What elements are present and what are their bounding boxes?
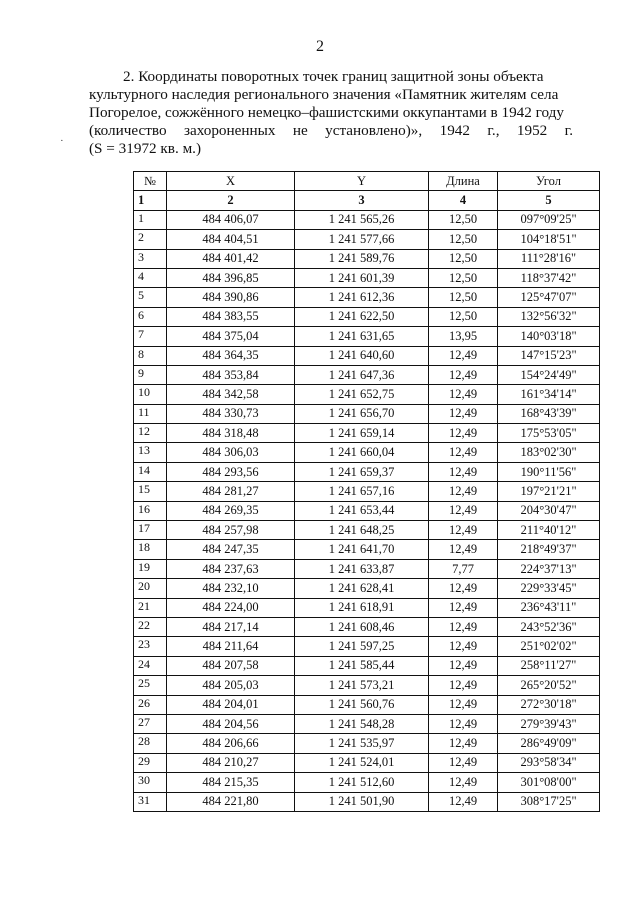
x-coordinate: 484 247,35	[167, 540, 295, 559]
y-coordinate: 1 241 652,75	[295, 385, 429, 404]
point-number: 17	[134, 521, 167, 540]
point-number: 6	[134, 307, 167, 326]
segment-length: 12,50	[429, 307, 498, 326]
segment-length: 12,49	[429, 579, 498, 598]
y-coordinate: 1 241 565,26	[295, 210, 429, 229]
column-index: 1	[134, 191, 167, 210]
y-coordinate: 1 241 573,21	[295, 676, 429, 695]
y-coordinate: 1 241 640,60	[295, 346, 429, 365]
y-coordinate: 1 241 501,90	[295, 792, 429, 811]
point-number: 12	[134, 424, 167, 443]
x-coordinate: 484 401,42	[167, 249, 295, 268]
heading-line-5: (S = 31972 кв. м.)	[89, 140, 202, 157]
y-coordinate: 1 241 589,76	[295, 249, 429, 268]
margin-mark: ·	[60, 135, 64, 147]
x-coordinate: 484 318,48	[167, 424, 295, 443]
header-y: Y	[295, 172, 429, 191]
y-coordinate: 1 241 601,39	[295, 268, 429, 287]
y-coordinate: 1 241 653,44	[295, 501, 429, 520]
direction-angle: 161°34'14"	[498, 385, 600, 404]
direction-angle: 265°20'52"	[498, 676, 600, 695]
x-coordinate: 484 353,84	[167, 365, 295, 384]
direction-angle: 286°49'09"	[498, 734, 600, 753]
direction-angle: 104°18'51"	[498, 230, 600, 249]
point-number: 14	[134, 462, 167, 481]
y-coordinate: 1 241 647,36	[295, 365, 429, 384]
segment-length: 12,49	[429, 346, 498, 365]
y-coordinate: 1 241 548,28	[295, 714, 429, 733]
table-row	[134, 714, 600, 733]
x-coordinate: 484 210,27	[167, 753, 295, 772]
y-coordinate: 1 241 512,60	[295, 773, 429, 792]
x-coordinate: 484 404,51	[167, 230, 295, 249]
segment-length: 13,95	[429, 327, 498, 346]
point-number: 19	[134, 559, 167, 578]
x-coordinate: 484 406,07	[167, 210, 295, 229]
point-number: 26	[134, 695, 167, 714]
x-coordinate: 484 342,58	[167, 385, 295, 404]
x-coordinate: 484 237,63	[167, 559, 295, 578]
point-number: 10	[134, 385, 167, 404]
point-number: 4	[134, 268, 167, 287]
segment-length: 12,49	[429, 695, 498, 714]
point-number: 25	[134, 676, 167, 695]
x-coordinate: 484 217,14	[167, 617, 295, 636]
x-coordinate: 484 375,04	[167, 327, 295, 346]
segment-length: 12,49	[429, 482, 498, 501]
column-index: 5	[498, 191, 600, 210]
table-body	[134, 210, 600, 811]
segment-length: 12,49	[429, 773, 498, 792]
point-number: 22	[134, 617, 167, 636]
table-row	[134, 365, 600, 384]
x-coordinate: 484 211,64	[167, 637, 295, 656]
column-index-row	[134, 191, 600, 210]
segment-length: 12,49	[429, 637, 498, 656]
point-number: 5	[134, 288, 167, 307]
heading-line-4: (количество захороненных не установлено)», 1942 г., 1952 г.	[89, 122, 573, 139]
direction-angle: 140°03'18"	[498, 327, 600, 346]
x-coordinate: 484 364,35	[167, 346, 295, 365]
x-coordinate: 484 232,10	[167, 579, 295, 598]
point-number: 2	[134, 230, 167, 249]
table-row	[134, 598, 600, 617]
point-number: 7	[134, 327, 167, 346]
y-coordinate: 1 241 618,91	[295, 598, 429, 617]
direction-angle: 211°40'12"	[498, 521, 600, 540]
table-row	[134, 521, 600, 540]
point-number: 18	[134, 540, 167, 559]
table-row	[134, 443, 600, 462]
direction-angle: 251°02'02"	[498, 637, 600, 656]
x-coordinate: 484 306,03	[167, 443, 295, 462]
y-coordinate: 1 241 608,46	[295, 617, 429, 636]
direction-angle: 168°43'39"	[498, 404, 600, 423]
table-row	[134, 695, 600, 714]
coordinates-table	[133, 171, 600, 812]
point-number: 28	[134, 734, 167, 753]
table-row	[134, 676, 600, 695]
segment-length: 12,49	[429, 734, 498, 753]
segment-length: 12,49	[429, 385, 498, 404]
y-coordinate: 1 241 660,04	[295, 443, 429, 462]
header-length: Длина	[429, 172, 498, 191]
segment-length: 12,50	[429, 210, 498, 229]
x-coordinate: 484 293,56	[167, 462, 295, 481]
y-coordinate: 1 241 633,87	[295, 559, 429, 578]
x-coordinate: 484 257,98	[167, 521, 295, 540]
table-row	[134, 210, 600, 229]
table-row	[134, 753, 600, 772]
section-heading	[89, 68, 573, 158]
table-row	[134, 540, 600, 559]
table-row	[134, 559, 600, 578]
direction-angle: 183°02'30"	[498, 443, 600, 462]
header-angle: Угол	[498, 172, 600, 191]
header-x: X	[167, 172, 295, 191]
segment-length: 12,49	[429, 462, 498, 481]
table-row	[134, 482, 600, 501]
segment-length: 12,49	[429, 424, 498, 443]
table-row	[134, 734, 600, 753]
x-coordinate: 484 330,73	[167, 404, 295, 423]
direction-angle: 218°49'37"	[498, 540, 600, 559]
table-row	[134, 637, 600, 656]
segment-length: 12,49	[429, 404, 498, 423]
x-coordinate: 484 205,03	[167, 676, 295, 695]
table-row	[134, 424, 600, 443]
direction-angle: 204°30'47"	[498, 501, 600, 520]
segment-length: 12,49	[429, 792, 498, 811]
y-coordinate: 1 241 657,16	[295, 482, 429, 501]
x-coordinate: 484 204,56	[167, 714, 295, 733]
y-coordinate: 1 241 659,14	[295, 424, 429, 443]
heading-line-3: Погорелое, сожжённого немецко–фашистскими оккупантами в 1942 году	[89, 104, 564, 121]
segment-length: 12,50	[429, 249, 498, 268]
x-coordinate: 484 204,01	[167, 695, 295, 714]
column-index: 3	[295, 191, 429, 210]
point-number: 29	[134, 753, 167, 772]
point-number: 31	[134, 792, 167, 811]
direction-angle: 197°21'21"	[498, 482, 600, 501]
y-coordinate: 1 241 585,44	[295, 656, 429, 675]
segment-length: 12,49	[429, 676, 498, 695]
table-row	[134, 385, 600, 404]
segment-length: 7,77	[429, 559, 498, 578]
x-coordinate: 484 215,35	[167, 773, 295, 792]
point-number: 21	[134, 598, 167, 617]
point-number: 27	[134, 714, 167, 733]
y-coordinate: 1 241 641,70	[295, 540, 429, 559]
y-coordinate: 1 241 622,50	[295, 307, 429, 326]
column-index: 4	[429, 191, 498, 210]
point-number: 30	[134, 773, 167, 792]
point-number: 16	[134, 501, 167, 520]
direction-angle: 132°56'32"	[498, 307, 600, 326]
direction-angle: 125°47'07"	[498, 288, 600, 307]
segment-length: 12,49	[429, 598, 498, 617]
table-row	[134, 327, 600, 346]
direction-angle: 236°43'11"	[498, 598, 600, 617]
table-row	[134, 249, 600, 268]
direction-angle: 097°09'25"	[498, 210, 600, 229]
segment-length: 12,50	[429, 288, 498, 307]
segment-length: 12,49	[429, 365, 498, 384]
y-coordinate: 1 241 631,65	[295, 327, 429, 346]
segment-length: 12,49	[429, 617, 498, 636]
direction-angle: 118°37'42"	[498, 268, 600, 287]
table-row	[134, 404, 600, 423]
x-coordinate: 484 224,00	[167, 598, 295, 617]
y-coordinate: 1 241 659,37	[295, 462, 429, 481]
table-row	[134, 579, 600, 598]
segment-length: 12,49	[429, 714, 498, 733]
y-coordinate: 1 241 648,25	[295, 521, 429, 540]
table-row	[134, 307, 600, 326]
x-coordinate: 484 396,85	[167, 268, 295, 287]
table-row	[134, 773, 600, 792]
point-number: 13	[134, 443, 167, 462]
header-row	[134, 172, 600, 191]
x-coordinate: 484 281,27	[167, 482, 295, 501]
x-coordinate: 484 206,66	[167, 734, 295, 753]
x-coordinate: 484 207,58	[167, 656, 295, 675]
y-coordinate: 1 241 656,70	[295, 404, 429, 423]
direction-angle: 243°52'36"	[498, 617, 600, 636]
direction-angle: 308°17'25"	[498, 792, 600, 811]
y-coordinate: 1 241 535,97	[295, 734, 429, 753]
point-number: 24	[134, 656, 167, 675]
direction-angle: 154°24'49"	[498, 365, 600, 384]
point-number: 20	[134, 579, 167, 598]
y-coordinate: 1 241 560,76	[295, 695, 429, 714]
direction-angle: 279°39'43"	[498, 714, 600, 733]
segment-length: 12,49	[429, 443, 498, 462]
direction-angle: 301°08'00"	[498, 773, 600, 792]
page-number: 2	[316, 38, 324, 55]
x-coordinate: 484 383,55	[167, 307, 295, 326]
table-row	[134, 617, 600, 636]
y-coordinate: 1 241 628,41	[295, 579, 429, 598]
segment-length: 12,49	[429, 501, 498, 520]
direction-angle: 272°30'18"	[498, 695, 600, 714]
direction-angle: 224°37'13"	[498, 559, 600, 578]
point-number: 8	[134, 346, 167, 365]
x-coordinate: 484 269,35	[167, 501, 295, 520]
y-coordinate: 1 241 524,01	[295, 753, 429, 772]
y-coordinate: 1 241 612,36	[295, 288, 429, 307]
direction-angle: 293°58'34"	[498, 753, 600, 772]
header-number: №	[134, 172, 167, 191]
table-row	[134, 268, 600, 287]
point-number: 23	[134, 637, 167, 656]
direction-angle: 147°15'23"	[498, 346, 600, 365]
direction-angle: 258°11'27"	[498, 656, 600, 675]
heading-line-1: 2. Координаты поворотных точек границ защитной зоны объекта	[123, 68, 544, 85]
point-number: 1	[134, 210, 167, 229]
table-row	[134, 230, 600, 249]
x-coordinate: 484 390,86	[167, 288, 295, 307]
segment-length: 12,50	[429, 230, 498, 249]
segment-length: 12,49	[429, 521, 498, 540]
table-row	[134, 792, 600, 811]
x-coordinate: 484 221,80	[167, 792, 295, 811]
point-number: 9	[134, 365, 167, 384]
table-row	[134, 288, 600, 307]
point-number: 11	[134, 404, 167, 423]
table-row	[134, 346, 600, 365]
column-index: 2	[167, 191, 295, 210]
table-row	[134, 462, 600, 481]
y-coordinate: 1 241 597,25	[295, 637, 429, 656]
direction-angle: 111°28'16"	[498, 249, 600, 268]
direction-angle: 190°11'56"	[498, 462, 600, 481]
segment-length: 12,49	[429, 540, 498, 559]
segment-length: 12,49	[429, 656, 498, 675]
direction-angle: 175°53'05"	[498, 424, 600, 443]
y-coordinate: 1 241 577,66	[295, 230, 429, 249]
table-row	[134, 501, 600, 520]
segment-length: 12,49	[429, 753, 498, 772]
heading-line-2: культурного наследия регионального значения «Памятник жителям села	[89, 86, 559, 103]
point-number: 15	[134, 482, 167, 501]
direction-angle: 229°33'45"	[498, 579, 600, 598]
table-row	[134, 656, 600, 675]
point-number: 3	[134, 249, 167, 268]
segment-length: 12,50	[429, 268, 498, 287]
